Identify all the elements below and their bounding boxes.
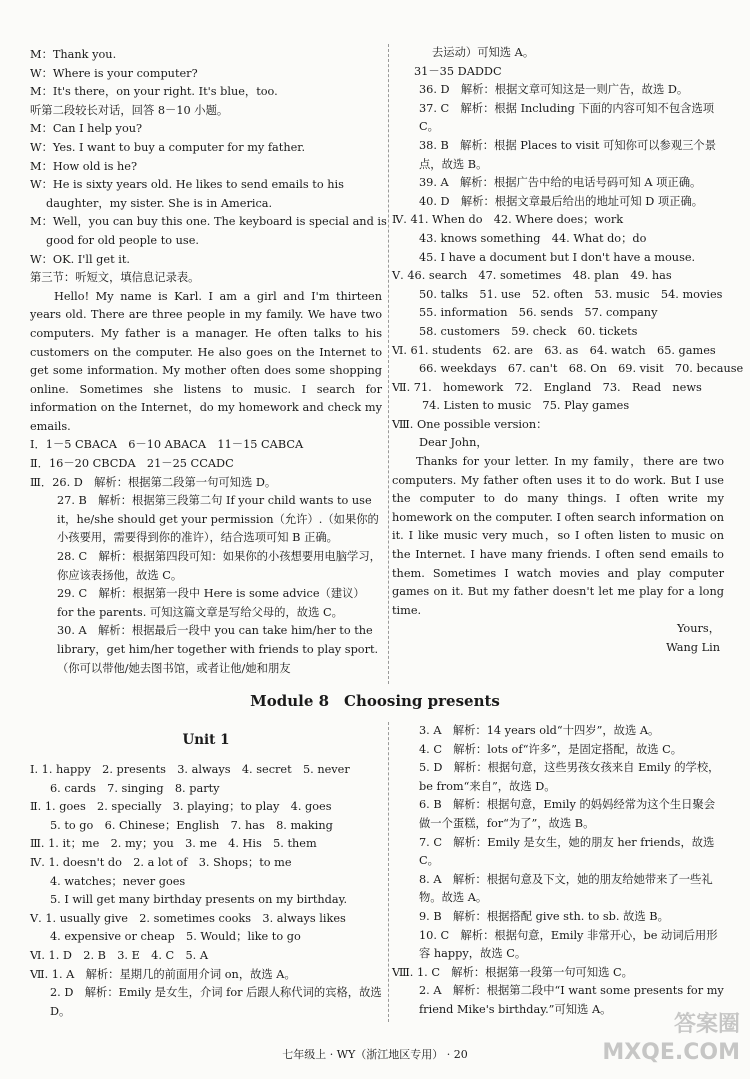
dialogue-line: M：It's there，on your right. It's blue，too. [30, 85, 278, 99]
answer-line: 4. watches；never goes [50, 874, 186, 888]
unit-title: Unit 1 [182, 732, 230, 748]
answer-line: 74. Listen to music 75. Play games [422, 399, 630, 413]
module-title: Module 8 Choosing presents [250, 692, 500, 710]
answer-line: Ⅵ. 61. students 62. are 63. as 64. watch 65. games [392, 343, 716, 357]
column-divider [388, 44, 389, 684]
bottom-left-column [30, 761, 382, 1021]
answer-line: Ⅲ. 1. it；me 2. my；you 3. me 4. His 5. them [30, 837, 317, 851]
answer-explanation: 10. C 解析：根据句意，Emily 非常开心，be 动词后用形容 happy，故选 C。 [419, 928, 718, 961]
answer-explanation: 40. D 解析：根据文章最后给出的地址可知 D 项正确。 [419, 194, 704, 208]
left-column [30, 46, 387, 678]
answer-continuation: 去运动）可知选 A。 [432, 46, 535, 59]
answer-line: Ⅰ. 1. happy 2. presents 3. always 4. secret 5. never [30, 763, 350, 776]
answer-line: 5. to go 6. Chinese；English 7. has 8. making [50, 818, 333, 832]
answer-explanation: 8. A 解析：根据句意及下文，她的朋友给她带来了一些礼物。故选 A。 [419, 872, 713, 905]
answer-line: 50. talks 51. use 52. often 53. music 54. movies [419, 287, 723, 301]
answer-line: 4. expensive or cheap 5. Would；like to go [50, 930, 301, 944]
answer-line: Ⅲ．26. D 解析：根据第二段第一句可知选 D。 [30, 475, 277, 489]
answer-explanation: 5. D 解析：根据句意，这些男孩女孩来自 Emily 的学校，be from“来自”，故选 D。 [419, 761, 720, 793]
answer-explanation: 3. A 解析：14 years old“十四岁”，故选 A。 [419, 724, 660, 737]
answer-line: Ⅵ. 1. D 2. B 3. E 4. C 5. A [30, 948, 208, 962]
answer-line: 5. I will get many birthday presents on my birthday. [50, 893, 348, 907]
watermark-logo: 答案圈 MXQE.COM [602, 1012, 740, 1065]
answer-explanation: 37. C 解析：根据 Including 下面的内容可知不包含选项 C。 [419, 101, 715, 134]
dialogue-line: W：Where is your computer? [30, 66, 198, 80]
answer-explanation: 2. A 解析：根据第二段中“I want some presents for my friend Mike's birthday.”可知选 A。 [419, 984, 724, 1016]
answer-line: 31－35 DADDC [414, 64, 502, 78]
answer-explanation: 36. D 解析：根据文章可知这是一则广告，故选 D。 [419, 83, 689, 97]
dialogue-line: W：He is sixty years old. He likes to send emails to his [30, 178, 344, 192]
answer-explanation: 38. B 解析：根据 Places to visit 可知你可以参观三个景点，故选 B。 [419, 138, 717, 171]
answer-line: 43. knows something 44. What do；do [419, 231, 647, 245]
answer-line: Ⅶ. 71. homework 72. England 73. Read news [392, 380, 702, 394]
answer-explanation: Ⅷ. 1. C 解析：根据第一段第一句可知选 C。 [392, 965, 633, 979]
dialogue-line: M：How old is he? [30, 159, 138, 173]
section-instruction: 听第二段较长对话，回答 8－10 小题。 [30, 103, 229, 117]
answer-line: 45. I have a document but I don't have a mouse. [419, 250, 696, 264]
letter-body: Thanks for your letter. In my family，there are two computers. My father often uses it to do work. But I use the computer to do many things. I often write my homework on the computer. I often search information on it. I like music very much，so I often listen to music on the Internet. I have many friends. I often send emails to them. Sometimes I watch movies and play computer games on it. But my father doesn't let me play for a long time. [392, 455, 725, 617]
answer-line: Ⅱ. 1. goes 2. specially 3. playing；to play 4. goes [30, 800, 332, 814]
dialogue-line: M：Well，you can buy this one. The keyboard is special and is [30, 215, 387, 229]
answer-explanation: 7. C 解析：Emily 是女生，她的朋友 her friends，故选 C。 [419, 835, 715, 868]
letter-signature: Wang Lin [666, 641, 720, 654]
answer-line: Ⅳ. 41. When do 42. Where does；work [392, 213, 624, 227]
answer-line: 58. customers 59. check 60. tickets [419, 324, 638, 338]
column-divider [388, 722, 389, 1022]
section-instruction: 第三节：听短文，填信息记录表。 [30, 271, 200, 285]
answer-line: Ⅳ. 1. doesn't do 2. a lot of 3. Shops；to me [30, 855, 292, 869]
right-column [392, 44, 744, 658]
answer-line: Ⅴ. 46. search 47. sometimes 48. plan 49. has [392, 269, 672, 283]
answer-line: Ⅰ．1－5 CBACA 6－10 ABACA 11－15 CABCA [30, 438, 304, 452]
page-footer: 七年级上 · WY（浙江地区专用） · 20 [282, 1048, 468, 1061]
answer-explanation: 6. B 解析：根据句意，Emily 的妈妈经常为这个生日聚会做一个蛋糕，for“为了”，故选 B。 [419, 798, 716, 830]
dialogue-line: daughter，my sister. She is in America. [46, 196, 273, 210]
writing-heading: Ⅷ. One possible version： [392, 417, 548, 431]
answer-explanation: Ⅶ. 1. A 解析：星期几的前面用介词 on，故选 A。 [30, 967, 296, 981]
passage-paragraph: Hello! My name is Karl. I am a girl and I'm thirteen years old. There are three people in my family. We have two computers. My father is a manager. He often talks to his customers on the computer. He also goes on the Internet to get some information. My mother often does some shopping online. Sometimes she listens to music. I search for information on the Internet，do my homework and check my emails. [30, 289, 382, 433]
dialogue-line: good for old people to use. [46, 233, 199, 247]
bottom-right-column [392, 722, 724, 1020]
answer-explanation: 2. D 解析：Emily 是女生，介词 for 后跟人称代词的宾格，故选 D。 [50, 986, 382, 1018]
answer-line: 6. cards 7. singing 8. party [50, 781, 220, 795]
answer-line: 55. information 56. sends 57. company [419, 306, 658, 320]
answer-explanation: 30. A 解析：根据最后一段中 you can take him/her to the library，get him/her together with friends to play sport.（你可以带他/她去图书馆，或者让他/她和朋友 [57, 624, 379, 675]
dialogue-line: M：Can I help you? [30, 122, 143, 136]
answer-explanation: 4. C 解析：lots of“许多”，是固定搭配，故选 C。 [419, 742, 683, 756]
answer-explanation: 28. C 解析：根据第四段可知：如果你的小孩想要用电脑学习，你应该表扬他，故选 C。 [57, 550, 381, 582]
answer-line: 66. weekdays 67. can't 68. On 69. visit 70. because [419, 362, 744, 376]
answer-line: Ⅱ．16－20 CBCDA 21－25 CCADC [30, 457, 234, 471]
answer-explanation: 29. C 解析：根据第一段中 Here is some advice（建议） for the parents. 可知这篇文章是写给父母的，故选 C。 [57, 587, 365, 619]
letter-greeting: Dear John， [419, 436, 488, 450]
answer-explanation: 39. A 解析：根据广告中给的电话号码可知 A 项正确。 [419, 176, 702, 190]
answer-explanation: 9. B 解析：根据搭配 give sth. to sb. 故选 B。 [419, 909, 669, 923]
dialogue-line: W：OK. I'll get it. [30, 252, 130, 266]
answer-line: Ⅴ. 1. usually give 2. sometimes cooks 3. always likes [30, 911, 346, 925]
letter-closing: Yours， [676, 622, 720, 636]
answer-explanation: 27. B 解析：根据第三段第二句 If your child wants to use it，he/she should get your permission（允许）.（如果你的小孩要用，需要得到你的准许），结合选项可知 B 正确。 [57, 494, 379, 545]
dialogue-line: M：Thank you. [30, 48, 117, 61]
dialogue-line: W：Yes. I want to buy a computer for my father. [30, 140, 306, 154]
